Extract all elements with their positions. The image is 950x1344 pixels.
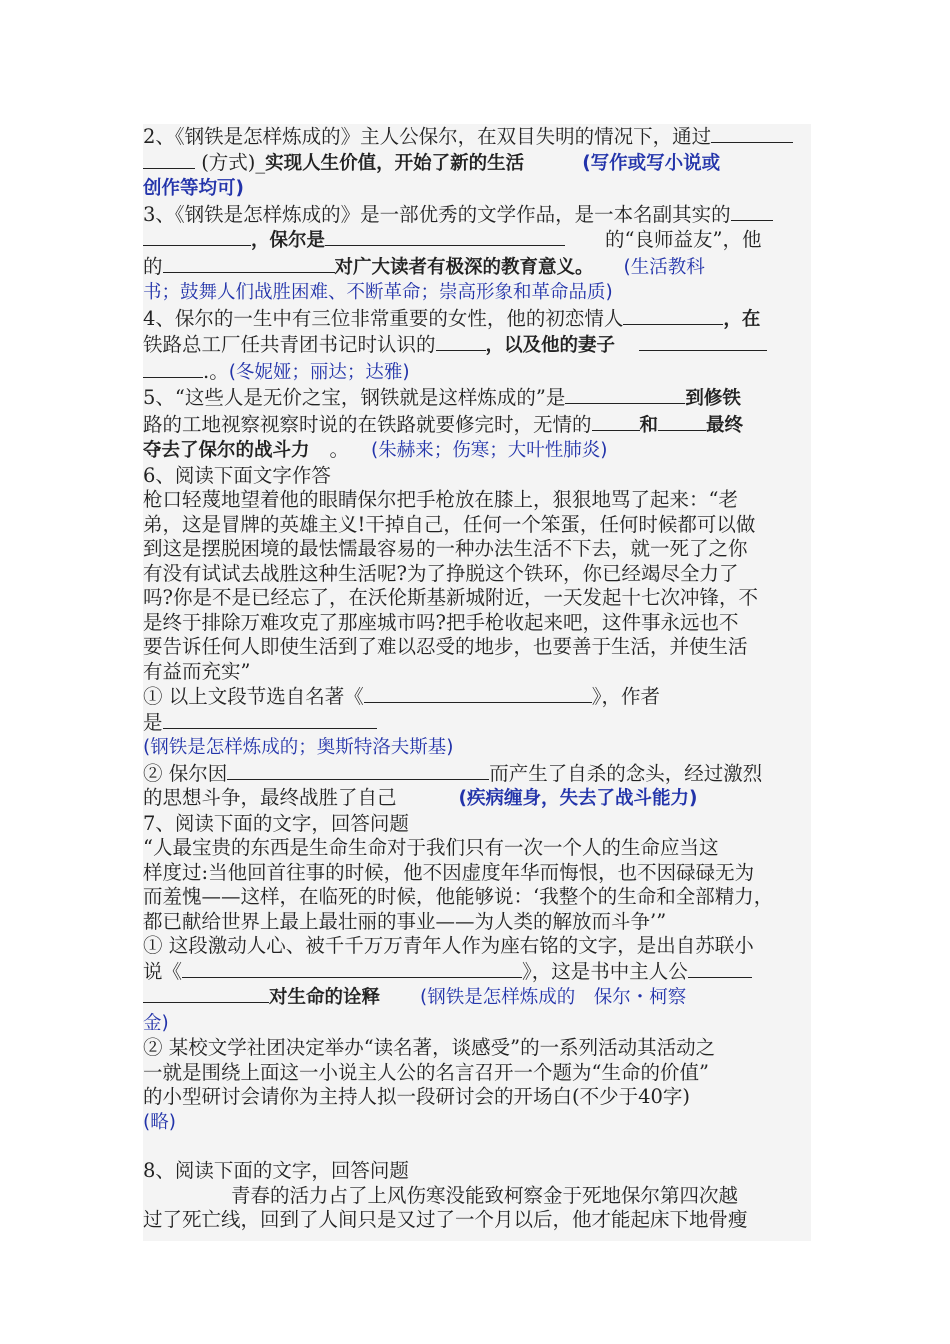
q8-passage-line: 过了死亡线，回到了人间只是又过了一个月以后，他才能起床下地骨瘦 — [143, 1208, 748, 1231]
q3-text: 3、《钢铁是怎样炼成的》是一部优秀的文学作品，是一本名副其实的 — [143, 202, 731, 226]
q4-blank-3-cont[interactable] — [143, 359, 203, 378]
q6-sub1-line-1 — [143, 684, 811, 710]
q5-answer: (朱赫来；伤寒；大叶性肺炎) — [371, 440, 608, 461]
q6-sub2-text-3: 的思想斗争，最终战胜了自己 — [143, 786, 397, 809]
q7-passage-line: “人最宝贵的东西是生命生命对于我们只有一次一个人的生命应当这 — [143, 836, 719, 859]
q4-blank-3[interactable] — [639, 332, 767, 351]
q7-sub2-line-1: ② 某校文学社团决定举办“读名著，谈感受”的一系列活动其活动之 — [143, 1036, 716, 1059]
q5-text-7: 。 — [329, 438, 350, 461]
q5-line-3 — [143, 438, 811, 464]
q6-passage — [143, 488, 811, 684]
q6-sub2-answer: (疾病缠身，失去了战斗能力) — [458, 788, 698, 809]
q5-line-2 — [143, 412, 811, 439]
q3-text-3: 的“良师益友”，他 — [605, 228, 762, 251]
q8-title: 8、阅读下面的文字，回答问题 — [143, 1159, 409, 1182]
q5-text-2: 到修铁 — [685, 388, 741, 409]
q5-blank-3[interactable] — [658, 412, 706, 431]
exam-content — [143, 124, 811, 1241]
q3-blank-3[interactable] — [163, 254, 335, 273]
q5-text-4: 和 — [639, 414, 659, 436]
q6-sub1-answer: (钢铁是怎样炼成的；奥斯特洛夫斯基) — [143, 737, 454, 758]
q2-text: 2、《钢铁是怎样炼成的》主人公保尔，在双目失明的情况下，通过 — [143, 125, 712, 148]
q3-text-5: 对广大读者有极深的教育意义。 — [334, 256, 594, 278]
q7-sub2-answer: (略) — [143, 1111, 176, 1133]
q2-line-1 — [143, 124, 811, 150]
q6-blank-2[interactable] — [163, 710, 377, 729]
q7-passage-line: 而羞愧——这样，在临死的时候，他能够说：‘我整个的生命和全部精力， — [143, 885, 774, 908]
q7-sub2-line-4 — [143, 1110, 811, 1136]
q4-text: 4、保尔的一生中有三位非常重要的女性，他的初恋情人 — [143, 306, 624, 330]
q3-text-2: ，保尔是 — [251, 230, 326, 251]
q3-answer-cont: 书；鼓舞人们战胜困难、不断革命；崇高形象和革命品质) — [143, 282, 613, 303]
q3-line-4 — [143, 280, 811, 306]
q6-passage-line: 吗?你是不是已经忘了，在沃伦斯基新城附近，一天发起十七次冲锋，不 — [143, 586, 758, 609]
q5-blank-1[interactable] — [565, 385, 685, 404]
q6-sub2-text-2: 而产生了自杀的念头，经过激烈 — [489, 761, 763, 785]
q6-sub2-text: ② 保尔因 — [143, 761, 228, 785]
q3-blank-1[interactable] — [731, 202, 773, 221]
q7-sub1-text-3: 对生命的诠释 — [269, 987, 381, 1008]
q7-title: 7、阅读下面的文字，回答问题 — [143, 811, 409, 835]
q6-sub1-text-2: 》，作者 — [591, 685, 660, 708]
q7-blank-1[interactable] — [182, 959, 522, 978]
q4-text-3: 铁路总工厂任共青团书记时认识的 — [143, 333, 436, 356]
q3-blank-2[interactable] — [325, 227, 565, 246]
q6-sub1-line-3 — [143, 735, 811, 761]
q3-answer: (生活教科 — [623, 256, 705, 278]
q2-line-2 — [143, 150, 811, 177]
q8-passage-line: 青春的活力占了上风伤寒没能致柯察金于死地保尔第四次越 — [231, 1183, 739, 1207]
q6-blank-1[interactable] — [364, 684, 592, 703]
q6-sub1-text-3: 是 — [143, 710, 163, 734]
q4-line-3 — [143, 359, 811, 386]
q7-sub1-text: 说《 — [143, 959, 183, 983]
q6-passage-line: 有益而充实” — [143, 659, 251, 683]
q7-blank-2[interactable] — [688, 959, 752, 978]
q3-text-4: 的 — [143, 254, 163, 278]
q5-text-5: 最终 — [706, 414, 744, 436]
q6-blank-3[interactable] — [227, 761, 489, 780]
q2-line-3 — [143, 176, 811, 202]
q7-sub1-line-2 — [143, 959, 811, 985]
q5-text-3: 路的工地视察视察时说的在铁路就要修完时，无情的 — [143, 412, 592, 436]
q5-line-1 — [143, 385, 811, 412]
q2-method-label: (方式)_ — [201, 150, 266, 174]
q2-answer: (写作或写小说或 — [582, 152, 721, 174]
q6-passage-line: 有没有试试去战胜这种生活呢?为了挣脱这个铁环，你已经竭尽全力了 — [143, 561, 739, 585]
q5-text: 5、“这些人是无价之宝，钢铁就是这样炼成的”是 — [143, 386, 566, 409]
q4-text-2: ，在 — [723, 308, 761, 330]
spacer — [143, 1135, 811, 1159]
q7-blank-2-cont[interactable] — [143, 984, 269, 1003]
q5-text-6: 夺去了保尔的战斗力 — [143, 440, 310, 461]
q6-sub1-line-2 — [143, 710, 811, 736]
q7-sub1-line-1: ① 这段激动人心、被千千万万青年人作为座右铭的文字，是出自苏联小 — [143, 934, 754, 957]
q6-title: 6、阅读下面文字作答 — [143, 463, 331, 487]
q7-sub1-answer-cont: 金) — [143, 1012, 169, 1034]
q7-sub2-line-3: 的小型研讨会请你为主持人拟一段研讨会的开场白(不少于40字) — [143, 1085, 691, 1108]
q3-line-2 — [143, 227, 811, 254]
q7-passage-line: 样度过:当他回首往事的时候，他不因虚度年华而悔恨，也不因碌碌无为 — [143, 860, 755, 884]
q5-blank-2[interactable] — [592, 412, 640, 431]
q6-passage-line: 是终于排除万难攻克了那座城市吗?把手枪收起来吧，这件事永远也不 — [143, 610, 739, 634]
q3-line-1 — [143, 202, 811, 228]
q2-answer-cont: 创作等均可) — [143, 178, 244, 199]
q6-sub2-line-1 — [143, 761, 811, 787]
q7-passage-line: 都已献给世界上最上最壮丽的事业——为人类的解放而斗争’” — [143, 909, 667, 933]
q4-text-5: .。 — [203, 359, 229, 383]
q4-blank-1[interactable] — [623, 306, 723, 325]
q7-sub1-text-2: 》，这是书中主人公 — [522, 959, 688, 983]
q7-sub1-answer: (钢铁是怎样炼成的 保尔・柯察 — [420, 987, 687, 1008]
q4-answer: (冬妮娅；丽达；达雅) — [228, 361, 410, 383]
q3-blank-1-cont[interactable] — [143, 227, 251, 246]
q6-passage-line: 弟，这是冒牌的英雄主义!干掉自己，任何一个笨蛋，任何时候都可以做 — [143, 512, 756, 536]
q6-passage-line: 要告诉任何人即使生活到了难以忍受的地步，也要善于生活，并使生活 — [143, 635, 748, 658]
q6-sub2-line-2 — [143, 786, 811, 812]
q6-passage-line: 到这是摆脱困境的最怯懦最容易的一种办法生活不下去，就一死了之你 — [143, 537, 748, 560]
q4-line-1 — [143, 306, 811, 333]
q7-sub1-line-4 — [143, 1011, 811, 1037]
q7-passage — [143, 836, 811, 934]
q7-sub1-line-3 — [143, 984, 811, 1011]
q2-blank-1[interactable] — [711, 124, 793, 143]
q6-passage-line: 枪口轻蔑地望着他的眼睛保尔把手枪放在膝上，狠狠地骂了起来：“老 — [143, 488, 738, 511]
q4-blank-2[interactable] — [436, 332, 486, 351]
q3-line-3 — [143, 254, 811, 281]
q2-blank-1-cont[interactable] — [143, 150, 195, 169]
q4-text-4: ，以及他的妻子 — [485, 335, 616, 356]
q6-sub1-text: ① 以上文段节选自名著《 — [143, 685, 364, 708]
q7-sub2-line-2: 一就是围绕上面这一小说主人公的名言召开一个题为“生命的价值” — [143, 1060, 709, 1084]
q4-line-2 — [143, 332, 811, 359]
q2-text-2: 实现人生价值，开始了新的生活 — [265, 152, 525, 174]
